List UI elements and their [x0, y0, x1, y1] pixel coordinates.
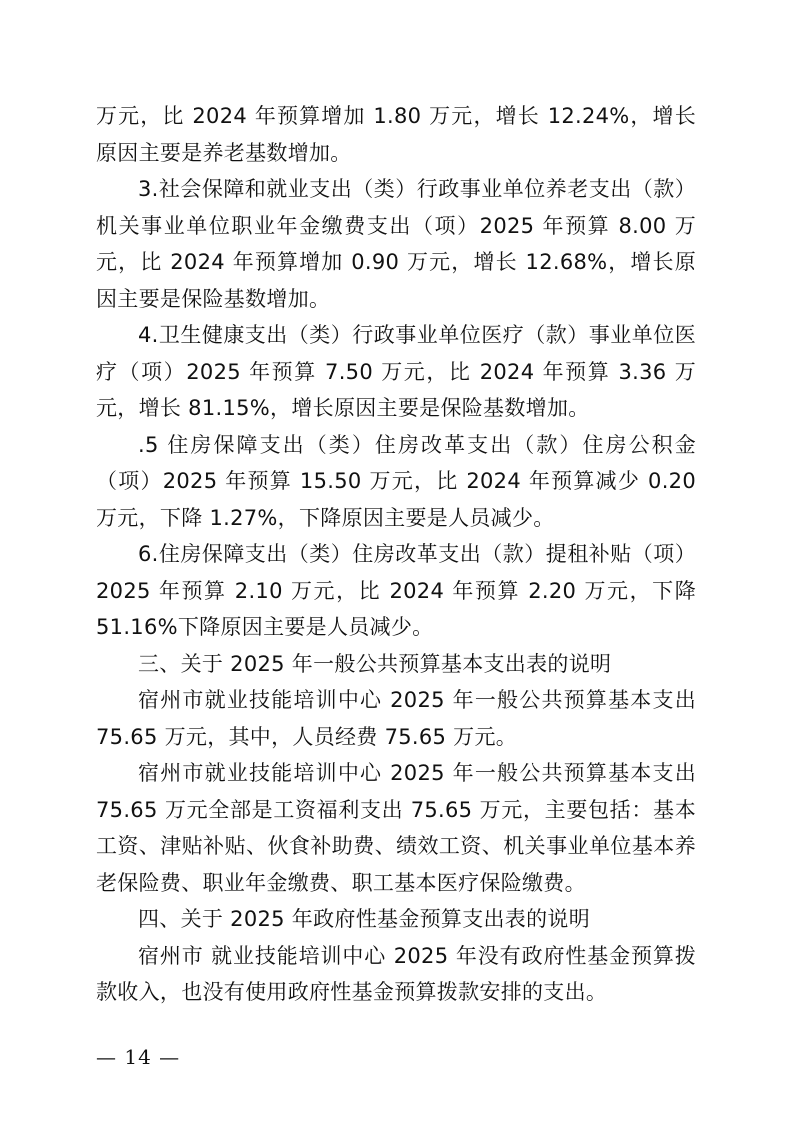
- paragraph-item-4: 4.卫生健康支出（类）行政事业单位医疗（款）事业单位医疗（项）2025 年预算 7.50 万元，比 2024 年预算 3.36 万元，增长 81.15%，增长原因主要是保险基数增加。: [96, 323, 696, 420]
- paragraph-basic-expenditure-detail: 宿州市就业技能培训中心 2025 年一般公共预算基本支出 75.65 万元全部是工资福利支出 75.65 万元，主要包括：基本工资、津贴补贴、伙食补助费、绩效工资、机关事业单位基本养老保险费、职业年金缴费、职工基本医疗保险缴费。: [96, 761, 696, 895]
- paragraph-continuation: 万元，比 2024 年预算增加 1.80 万元，增长 12.24%，增长原因主要是养老基数增加。: [96, 104, 696, 165]
- page-number: — 14 —: [96, 1045, 181, 1069]
- section-heading-3: 三、关于 2025 年一般公共预算基本支出表的说明: [138, 651, 612, 676]
- paragraph-item-3: 3.社会保障和就业支出（类）行政事业单位养老支出（款）机关事业单位职业年金缴费支出（项）2025 年预算 8.00 万元，比 2024 年预算增加 0.90 万元，增长 12.68%，增长原因主要是保险基数增加。: [96, 177, 696, 311]
- section-heading-4: 四、关于 2025 年政府性基金预算支出表的说明: [138, 907, 590, 931]
- paragraph-government-fund: 宿州市 就业技能培训中心 2025 年没有政府性基金预算拨款收入，也没有使用政府性基金预算拨款安排的支出。: [96, 943, 696, 1004]
- paragraph-item-5: .5 住房保障支出（类）住房改革支出（款）住房公积金（项）2025 年预算 15.50 万元，比 2024 年预算减少 0.20 万元，下降 1.27%，下降原因主要是人员减少。: [96, 432, 696, 530]
- document-body: [96, 98, 696, 1011]
- paragraph-basic-expenditure-total: 宿州市就业技能培训中心 2025 年一般公共预算基本支出 75.65 万元，其中，人员经费 75.65 万元。: [96, 688, 696, 749]
- paragraph-item-6: 6.住房保障支出（类）住房改革支出（款）提租补贴（项）2025 年预算 2.10 万元，比 2024 年预算 2.20 万元，下降 51.16%下降原因主要是人员减少。: [96, 542, 696, 639]
